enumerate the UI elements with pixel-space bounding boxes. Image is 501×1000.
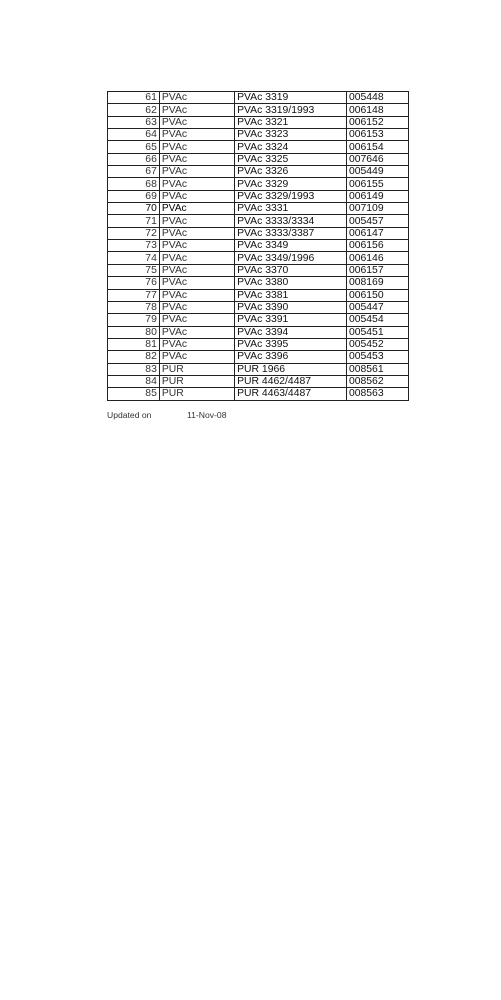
product-name: PUR 1966 bbox=[235, 363, 347, 375]
table-row bbox=[108, 326, 409, 338]
product-name: PVAc 3333/3334 bbox=[235, 215, 347, 227]
product-code: 005449 bbox=[346, 166, 408, 178]
product-name: PVAc 3333/3387 bbox=[235, 227, 347, 239]
material-type: PUR bbox=[159, 375, 234, 387]
update-date: 11-Nov-08 bbox=[187, 410, 227, 420]
product-name: PVAc 3395 bbox=[235, 338, 347, 350]
row-number: 73 bbox=[108, 240, 160, 252]
table-row bbox=[108, 215, 409, 227]
material-type: PVAc bbox=[159, 104, 234, 116]
table-row bbox=[108, 277, 409, 289]
product-code: 006146 bbox=[346, 252, 408, 264]
material-type: PVAc bbox=[159, 252, 234, 264]
table-row bbox=[108, 351, 409, 363]
product-code: 005447 bbox=[346, 301, 408, 313]
product-name: PVAc 3323 bbox=[235, 129, 347, 141]
product-name: PVAc 3370 bbox=[235, 264, 347, 276]
row-number: 80 bbox=[108, 326, 160, 338]
row-number: 74 bbox=[108, 252, 160, 264]
product-name: PVAc 3329 bbox=[235, 178, 347, 190]
table-row bbox=[108, 240, 409, 252]
material-type: PVAc bbox=[159, 264, 234, 276]
row-number: 66 bbox=[108, 153, 160, 165]
row-number: 76 bbox=[108, 277, 160, 289]
table-row bbox=[108, 166, 409, 178]
row-number: 62 bbox=[108, 104, 160, 116]
product-name: PUR 4462/4487 bbox=[235, 375, 347, 387]
product-code: 005451 bbox=[346, 326, 408, 338]
table-row bbox=[108, 92, 409, 104]
product-name: PVAc 3324 bbox=[235, 141, 347, 153]
material-type: PVAc bbox=[159, 314, 234, 326]
row-number: 85 bbox=[108, 388, 160, 400]
material-type: PUR bbox=[159, 388, 234, 400]
table-row bbox=[108, 252, 409, 264]
product-name: PVAc 3329/1993 bbox=[235, 190, 347, 202]
material-type: PVAc bbox=[159, 129, 234, 141]
row-number: 81 bbox=[108, 338, 160, 350]
row-number: 72 bbox=[108, 227, 160, 239]
material-type: PVAc bbox=[159, 326, 234, 338]
update-label: Updated on bbox=[107, 410, 152, 420]
row-number: 61 bbox=[108, 92, 160, 104]
product-name: PVAc 3326 bbox=[235, 166, 347, 178]
table-row bbox=[108, 388, 409, 400]
table-row bbox=[108, 289, 409, 301]
row-number: 69 bbox=[108, 190, 160, 202]
material-type: PVAc bbox=[159, 92, 234, 104]
material-type: PVAc bbox=[159, 277, 234, 289]
product-name: PVAc 3325 bbox=[235, 153, 347, 165]
product-name: PVAc 3321 bbox=[235, 116, 347, 128]
product-code: 005454 bbox=[346, 314, 408, 326]
product-code: 008563 bbox=[346, 388, 408, 400]
table-row bbox=[108, 203, 409, 215]
product-code: 006155 bbox=[346, 178, 408, 190]
table-row bbox=[108, 363, 409, 375]
product-code: 005452 bbox=[346, 338, 408, 350]
table-row bbox=[108, 116, 409, 128]
table-row bbox=[108, 227, 409, 239]
material-type: PVAc bbox=[159, 178, 234, 190]
product-code-table bbox=[107, 91, 409, 401]
table-row bbox=[108, 178, 409, 190]
row-number: 84 bbox=[108, 375, 160, 387]
product-name: PVAc 3380 bbox=[235, 277, 347, 289]
table-row bbox=[108, 375, 409, 387]
product-code: 006149 bbox=[346, 190, 408, 202]
material-type: PUR bbox=[159, 363, 234, 375]
product-code: 005457 bbox=[346, 215, 408, 227]
material-type: PVAc bbox=[159, 153, 234, 165]
product-code: 006154 bbox=[346, 141, 408, 153]
product-name: PVAc 3391 bbox=[235, 314, 347, 326]
material-type: PVAc bbox=[159, 141, 234, 153]
table-row bbox=[108, 104, 409, 116]
material-type: PVAc bbox=[159, 215, 234, 227]
row-number: 63 bbox=[108, 116, 160, 128]
material-type: PVAc bbox=[159, 190, 234, 202]
product-code: 008561 bbox=[346, 363, 408, 375]
product-code: 008562 bbox=[346, 375, 408, 387]
product-name: PVAc 3331 bbox=[235, 203, 347, 215]
material-type: PVAc bbox=[159, 351, 234, 363]
row-number: 79 bbox=[108, 314, 160, 326]
product-code: 006156 bbox=[346, 240, 408, 252]
material-type: PVAc bbox=[159, 116, 234, 128]
product-name: PVAc 3394 bbox=[235, 326, 347, 338]
table-row bbox=[108, 264, 409, 276]
table-row bbox=[108, 141, 409, 153]
table-row bbox=[108, 190, 409, 202]
material-type: PVAc bbox=[159, 203, 234, 215]
product-name: PVAc 3381 bbox=[235, 289, 347, 301]
row-number: 64 bbox=[108, 129, 160, 141]
product-code: 006148 bbox=[346, 104, 408, 116]
material-type: PVAc bbox=[159, 227, 234, 239]
row-number: 75 bbox=[108, 264, 160, 276]
table-row bbox=[108, 338, 409, 350]
product-name: PVAc 3349/1996 bbox=[235, 252, 347, 264]
row-number: 78 bbox=[108, 301, 160, 313]
product-code: 005448 bbox=[346, 92, 408, 104]
product-code: 006152 bbox=[346, 116, 408, 128]
product-name: PVAc 3319/1993 bbox=[235, 104, 347, 116]
table-body bbox=[108, 92, 409, 401]
product-name: PVAc 3349 bbox=[235, 240, 347, 252]
product-code: 006150 bbox=[346, 289, 408, 301]
table-row bbox=[108, 153, 409, 165]
row-number: 71 bbox=[108, 215, 160, 227]
material-type: PVAc bbox=[159, 240, 234, 252]
product-name: PVAc 3319 bbox=[235, 92, 347, 104]
row-number: 65 bbox=[108, 141, 160, 153]
product-code: 006153 bbox=[346, 129, 408, 141]
update-note bbox=[107, 410, 227, 420]
material-type: PVAc bbox=[159, 301, 234, 313]
row-number: 70 bbox=[108, 203, 160, 215]
product-code: 006157 bbox=[346, 264, 408, 276]
row-number: 83 bbox=[108, 363, 160, 375]
product-name: PVAc 3396 bbox=[235, 351, 347, 363]
product-code: 008169 bbox=[346, 277, 408, 289]
table-row bbox=[108, 314, 409, 326]
row-number: 67 bbox=[108, 166, 160, 178]
row-number: 82 bbox=[108, 351, 160, 363]
table-row bbox=[108, 301, 409, 313]
product-code: 005453 bbox=[346, 351, 408, 363]
material-type: PVAc bbox=[159, 289, 234, 301]
row-number: 77 bbox=[108, 289, 160, 301]
product-code: 006147 bbox=[346, 227, 408, 239]
product-code: 007646 bbox=[346, 153, 408, 165]
row-number: 68 bbox=[108, 178, 160, 190]
material-type: PVAc bbox=[159, 338, 234, 350]
product-name: PUR 4463/4487 bbox=[235, 388, 347, 400]
product-code: 007109 bbox=[346, 203, 408, 215]
material-type: PVAc bbox=[159, 166, 234, 178]
product-name: PVAc 3390 bbox=[235, 301, 347, 313]
table-row bbox=[108, 129, 409, 141]
